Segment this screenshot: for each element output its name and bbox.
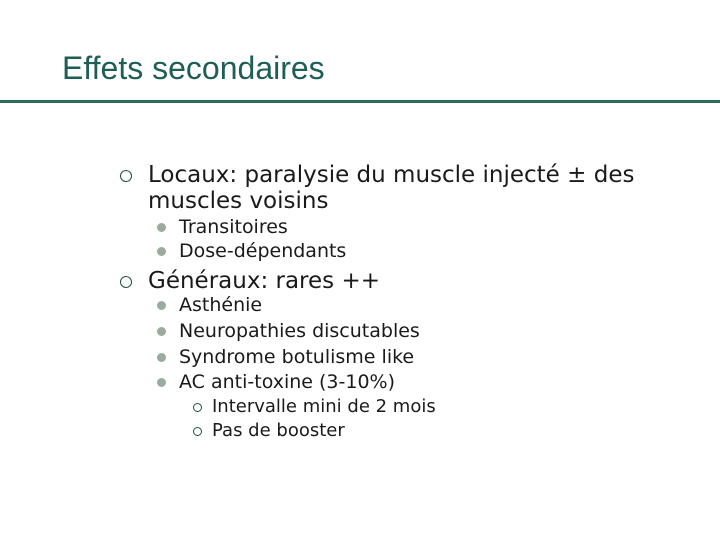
filled-circle-bullet-icon <box>157 301 166 310</box>
hollow-circle-bullet-icon <box>120 276 132 288</box>
filled-circle-bullet-icon <box>157 353 166 362</box>
filled-circle-bullet-icon <box>157 327 166 336</box>
filled-circle-bullet-icon <box>157 223 166 232</box>
hollow-circle-bullet-icon <box>120 170 132 182</box>
subsub-bullet-booster: Pas de booster <box>212 420 345 441</box>
subsub-bullet-intervalle: Intervalle mini de 2 mois <box>212 396 436 417</box>
hollow-circle-bullet-icon <box>193 427 202 436</box>
sub-bullet-transitoires: Transitoires <box>179 216 288 238</box>
sub-bullet-ac-anti-toxine: AC anti-toxine (3-10%) <box>179 371 396 393</box>
filled-circle-bullet-icon <box>157 247 166 256</box>
bullet-generaux: Généraux: rares ++ <box>148 268 380 294</box>
hollow-circle-bullet-icon <box>193 403 202 412</box>
sub-bullet-asthenie: Asthénie <box>179 294 263 316</box>
sub-bullet-dose-dependants: Dose-dépendants <box>179 240 347 262</box>
bullet-locaux: Locaux: paralysie du muscle injecté ± des muscles voisins <box>148 162 635 214</box>
slide-title: Effets secondaires <box>62 50 325 86</box>
filled-circle-bullet-icon <box>157 378 166 387</box>
sub-bullet-neuropathies: Neuropathies discutables <box>179 320 420 342</box>
sub-bullet-syndrome-botulisme: Syndrome botulisme like <box>179 346 415 368</box>
